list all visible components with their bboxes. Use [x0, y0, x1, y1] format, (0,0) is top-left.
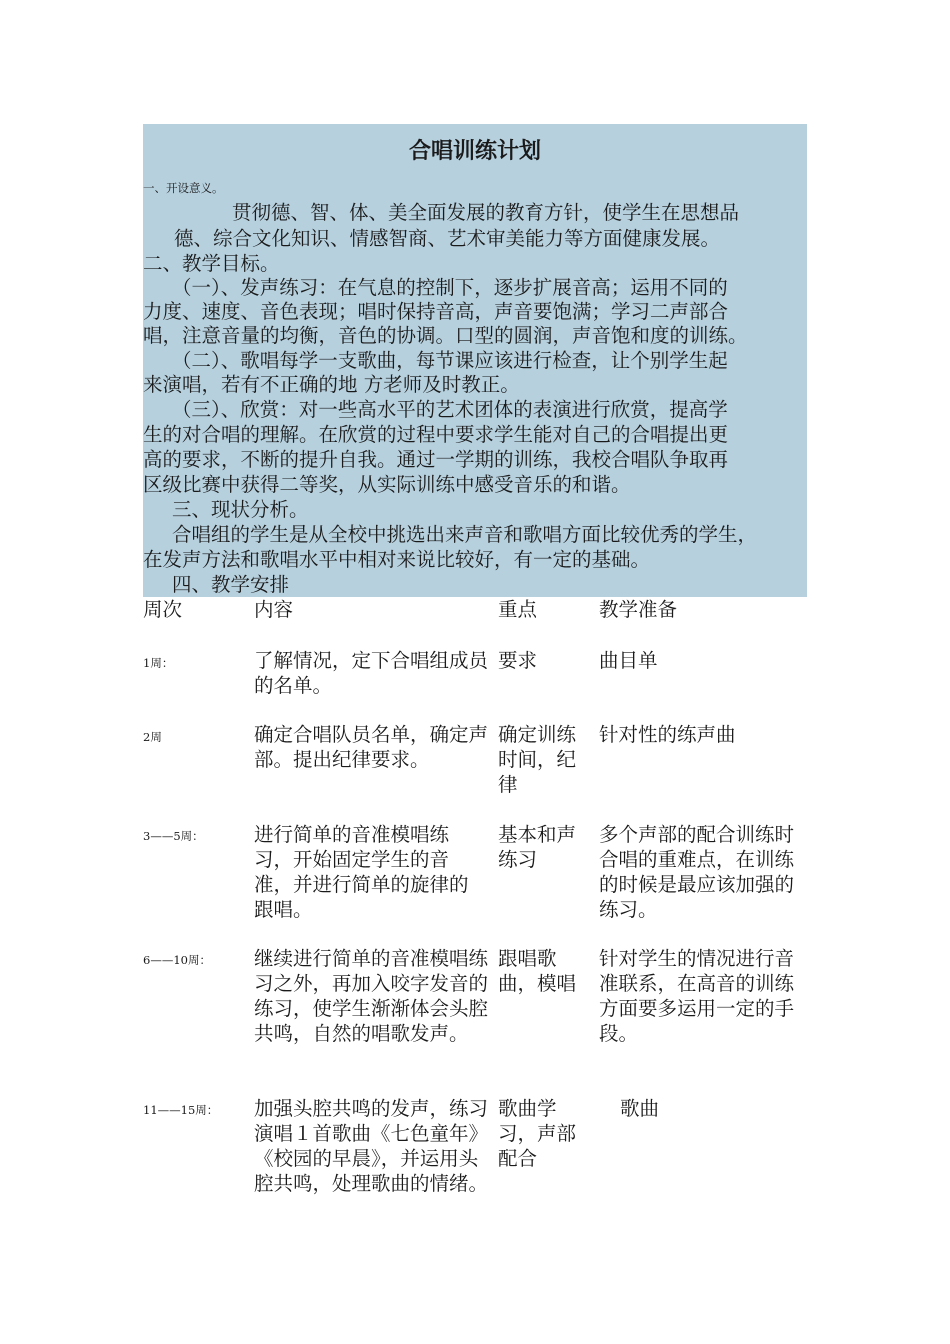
section1-heading: 一、开设意义。	[143, 181, 224, 195]
header-prep: 教学准备	[599, 598, 678, 621]
row4-focus: 跟唱歌曲，模唱	[498, 947, 577, 995]
goal2-line1: （二）、歌唱每学一支歌曲，每节课应该进行检查，让个别学生起	[172, 349, 728, 372]
header-week: 周次	[143, 598, 183, 621]
document-title: 合唱训练计划	[408, 139, 541, 164]
row1-content: 了解情况，定下合唱组成员的名单。	[254, 649, 489, 697]
goal3-line3: 高的要求，不断的提升自我。通过一学期的训练，我校合唱队争取再	[143, 448, 729, 471]
row3-content: 进行简单的音准模唱练习，开始固定学生的音准，并进行简单的旋律的跟唱。	[254, 823, 469, 921]
goal1-line1: （一）、发声练习：在气息的控制下，逐步扩展音高；运用不同的	[172, 276, 728, 299]
header-focus: 重点	[498, 598, 538, 621]
section2-heading: 二、教学目标。	[143, 252, 280, 275]
goal3-line2: 生的对合唱的理解。在欣赏的过程中要求学生能对自己的合唱提出更	[143, 423, 729, 446]
row3-prep: 多个声部的配合训练时合唱的重难点，在训练的时候是最应该加强的练习。	[599, 823, 795, 921]
row2-prep: 针对性的练声曲	[599, 723, 736, 746]
goal2-line2: 来演唱，若有不正确的地 方老师及时教正。	[143, 373, 520, 396]
row2-content: 确定合唱队员名单，确定声部。提出纪律要求。	[254, 723, 489, 771]
section1-text-line1: 贯彻德、智、体、美全面发展的教育方针，使学生在思想品	[232, 201, 740, 224]
row1-focus: 要求	[498, 649, 538, 672]
goal3-line4: 区级比赛中获得二等奖，从实际训练中感受音乐的和谐。	[143, 473, 631, 496]
goal1-line3: 唱，注意音量的均衡，音色的协调。口型的圆润，声音饱和度的训练。	[143, 324, 748, 347]
row2-focus: 确定训练时间，纪律	[498, 723, 577, 796]
row3-focus: 基本和声练习	[498, 823, 577, 871]
section4-heading: 四、教学安排	[172, 573, 290, 596]
header-content: 内容	[254, 598, 294, 621]
section3-text-line2: 在发声方法和歌唱水平中相对来说比较好，有一定的基础。	[143, 548, 651, 571]
row5-prep: 歌曲	[620, 1097, 660, 1120]
row3-week: 3——5周：	[143, 829, 204, 843]
section3-heading: 三、现状分析。	[172, 498, 309, 521]
row5-content: 加强头腔共鸣的发声，练习演唱１首歌曲《七色童年》《校园的早晨》，并运用头腔共鸣，处理歌曲的情绪。	[254, 1097, 489, 1195]
row4-week: 6——10周：	[143, 953, 211, 967]
row4-prep: 针对学生的情况进行音准联系，在高音的训练方面要多运用一定的手段。	[599, 947, 795, 1045]
goal3-line1: （三）、欣赏：对一些高水平的艺术团体的表演进行欣赏，提高学	[172, 398, 728, 421]
section3-text-line1: 合唱组的学生是从全校中挑选出来声音和歌唱方面比较优秀的学生，	[172, 523, 758, 546]
row2-week: 2周	[143, 730, 162, 744]
row4-content: 继续进行简单的音准模唱练习之外，再加入咬字发音的练习，使学生渐渐体会头腔共鸣，自然的唱歌发声。	[254, 947, 489, 1045]
row5-focus: 歌曲学习，声部配合	[498, 1097, 577, 1170]
row1-prep: 曲目单	[599, 649, 658, 672]
row5-week: 11——15周：	[143, 1103, 219, 1117]
row1-week: 1周：	[143, 656, 174, 670]
section1-text-line2: 德、综合文化知识、情感智商、艺术审美能力等方面健康发展。	[174, 227, 721, 250]
goal1-line2: 力度、速度、音色表现；唱时保持音高，声音要饱满；学习二声部合	[143, 300, 729, 323]
